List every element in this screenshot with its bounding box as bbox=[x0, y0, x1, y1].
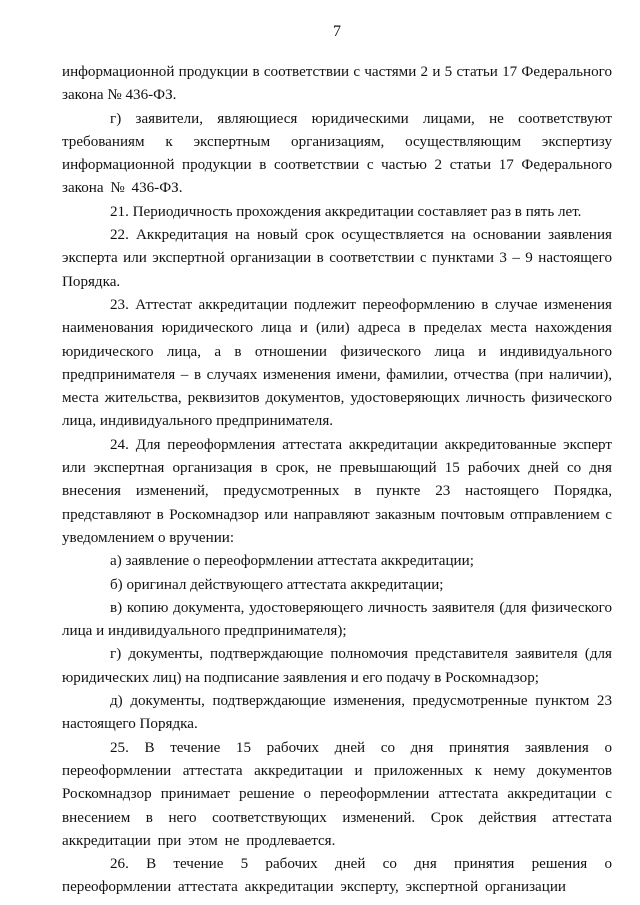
paragraph-24-item-d: д) документы, подтверждающие изменения, предусмотренные пунктом 23 настоящего Порядка. bbox=[62, 693, 612, 733]
paragraph-continuation: информационной продукции в соответствии с частями 2 и 5 статьи 17 Федерального закона № 436-ФЗ. bbox=[62, 64, 612, 104]
paragraph-21: 21. Периодичность прохождения аккредитации составляет раз в пять лет. bbox=[110, 203, 582, 220]
paragraph-22: 22. Аккредитация на новый срок осуществляется на основании заявления эксперта или экспертной организации в соответствии с пунктами 3 – 9 настоящего Порядка. bbox=[62, 227, 612, 290]
paragraph-26: 26. В течение 5 рабочих дней со дня принятия решения о переоформлении аттестата аккредитации эксперту, экспертной организации bbox=[62, 856, 612, 896]
paragraph-24-item-a: а) заявление о переоформлении аттестата аккредитации; bbox=[110, 553, 474, 570]
page-bottom-edge bbox=[0, 897, 640, 905]
page-number: 7 bbox=[333, 23, 341, 40]
paragraph-item-g-requirements: г) заявители, являющиеся юридическими лицами, не соответствуют требованиям к экспертным организациям, осуществляющим экспертизу информационной продукции в соответствии с частью 2 статьи 17 Федерального закона № 436-ФЗ. bbox=[62, 110, 612, 197]
paragraph-24-item-v: в) копию документа, удостоверяющего личность заявителя (для физического лица и индивидуального предпринимателя); bbox=[62, 599, 612, 640]
paragraph-24-item-b: б) оригинал действующего аттестата аккредитации; bbox=[110, 576, 444, 593]
paragraph-24: 24. Для переоформления аттестата аккредитации аккредитованные эксперт или экспертная организация в срок, не превышающий 15 рабочих дней со дня внесения изменений, предусмотренных в пункте 23 настоящего Порядка, представляют в Роскомнадзор или направляют заказным почтовым отправлением с уведомлением о вручении: bbox=[62, 436, 612, 546]
paragraph-24-item-g: г) документы, подтверждающие полномочия представителя заявителя (для юридических лиц) на подписание заявления и его подачу в Роскомнадзор; bbox=[62, 646, 612, 686]
paragraph-23: 23. Аттестат аккредитации подлежит переоформлению в случае изменения наименования юридического лица и (или) адреса в пределах места нахождения юридического лица, а в отношении физического лица и индивидуального предпринимателя – в случаях изменения имени, фамилии, отчества (при наличии), места жительства, реквизитов документов, удостоверяющих личность физического лица, индивидуального предпринимателя. bbox=[62, 296, 612, 430]
paragraph-25: 25. В течение 15 рабочих дней со дня принятия заявления о переоформлении аттестата аккредитации и приложенных к нему документов Роскомнадзор принимает решение о переоформлении аттестата аккредитации с внесением в него соответствующих изменений. Срок действия аттестата аккредитации при этом не продлевается. bbox=[62, 739, 612, 849]
